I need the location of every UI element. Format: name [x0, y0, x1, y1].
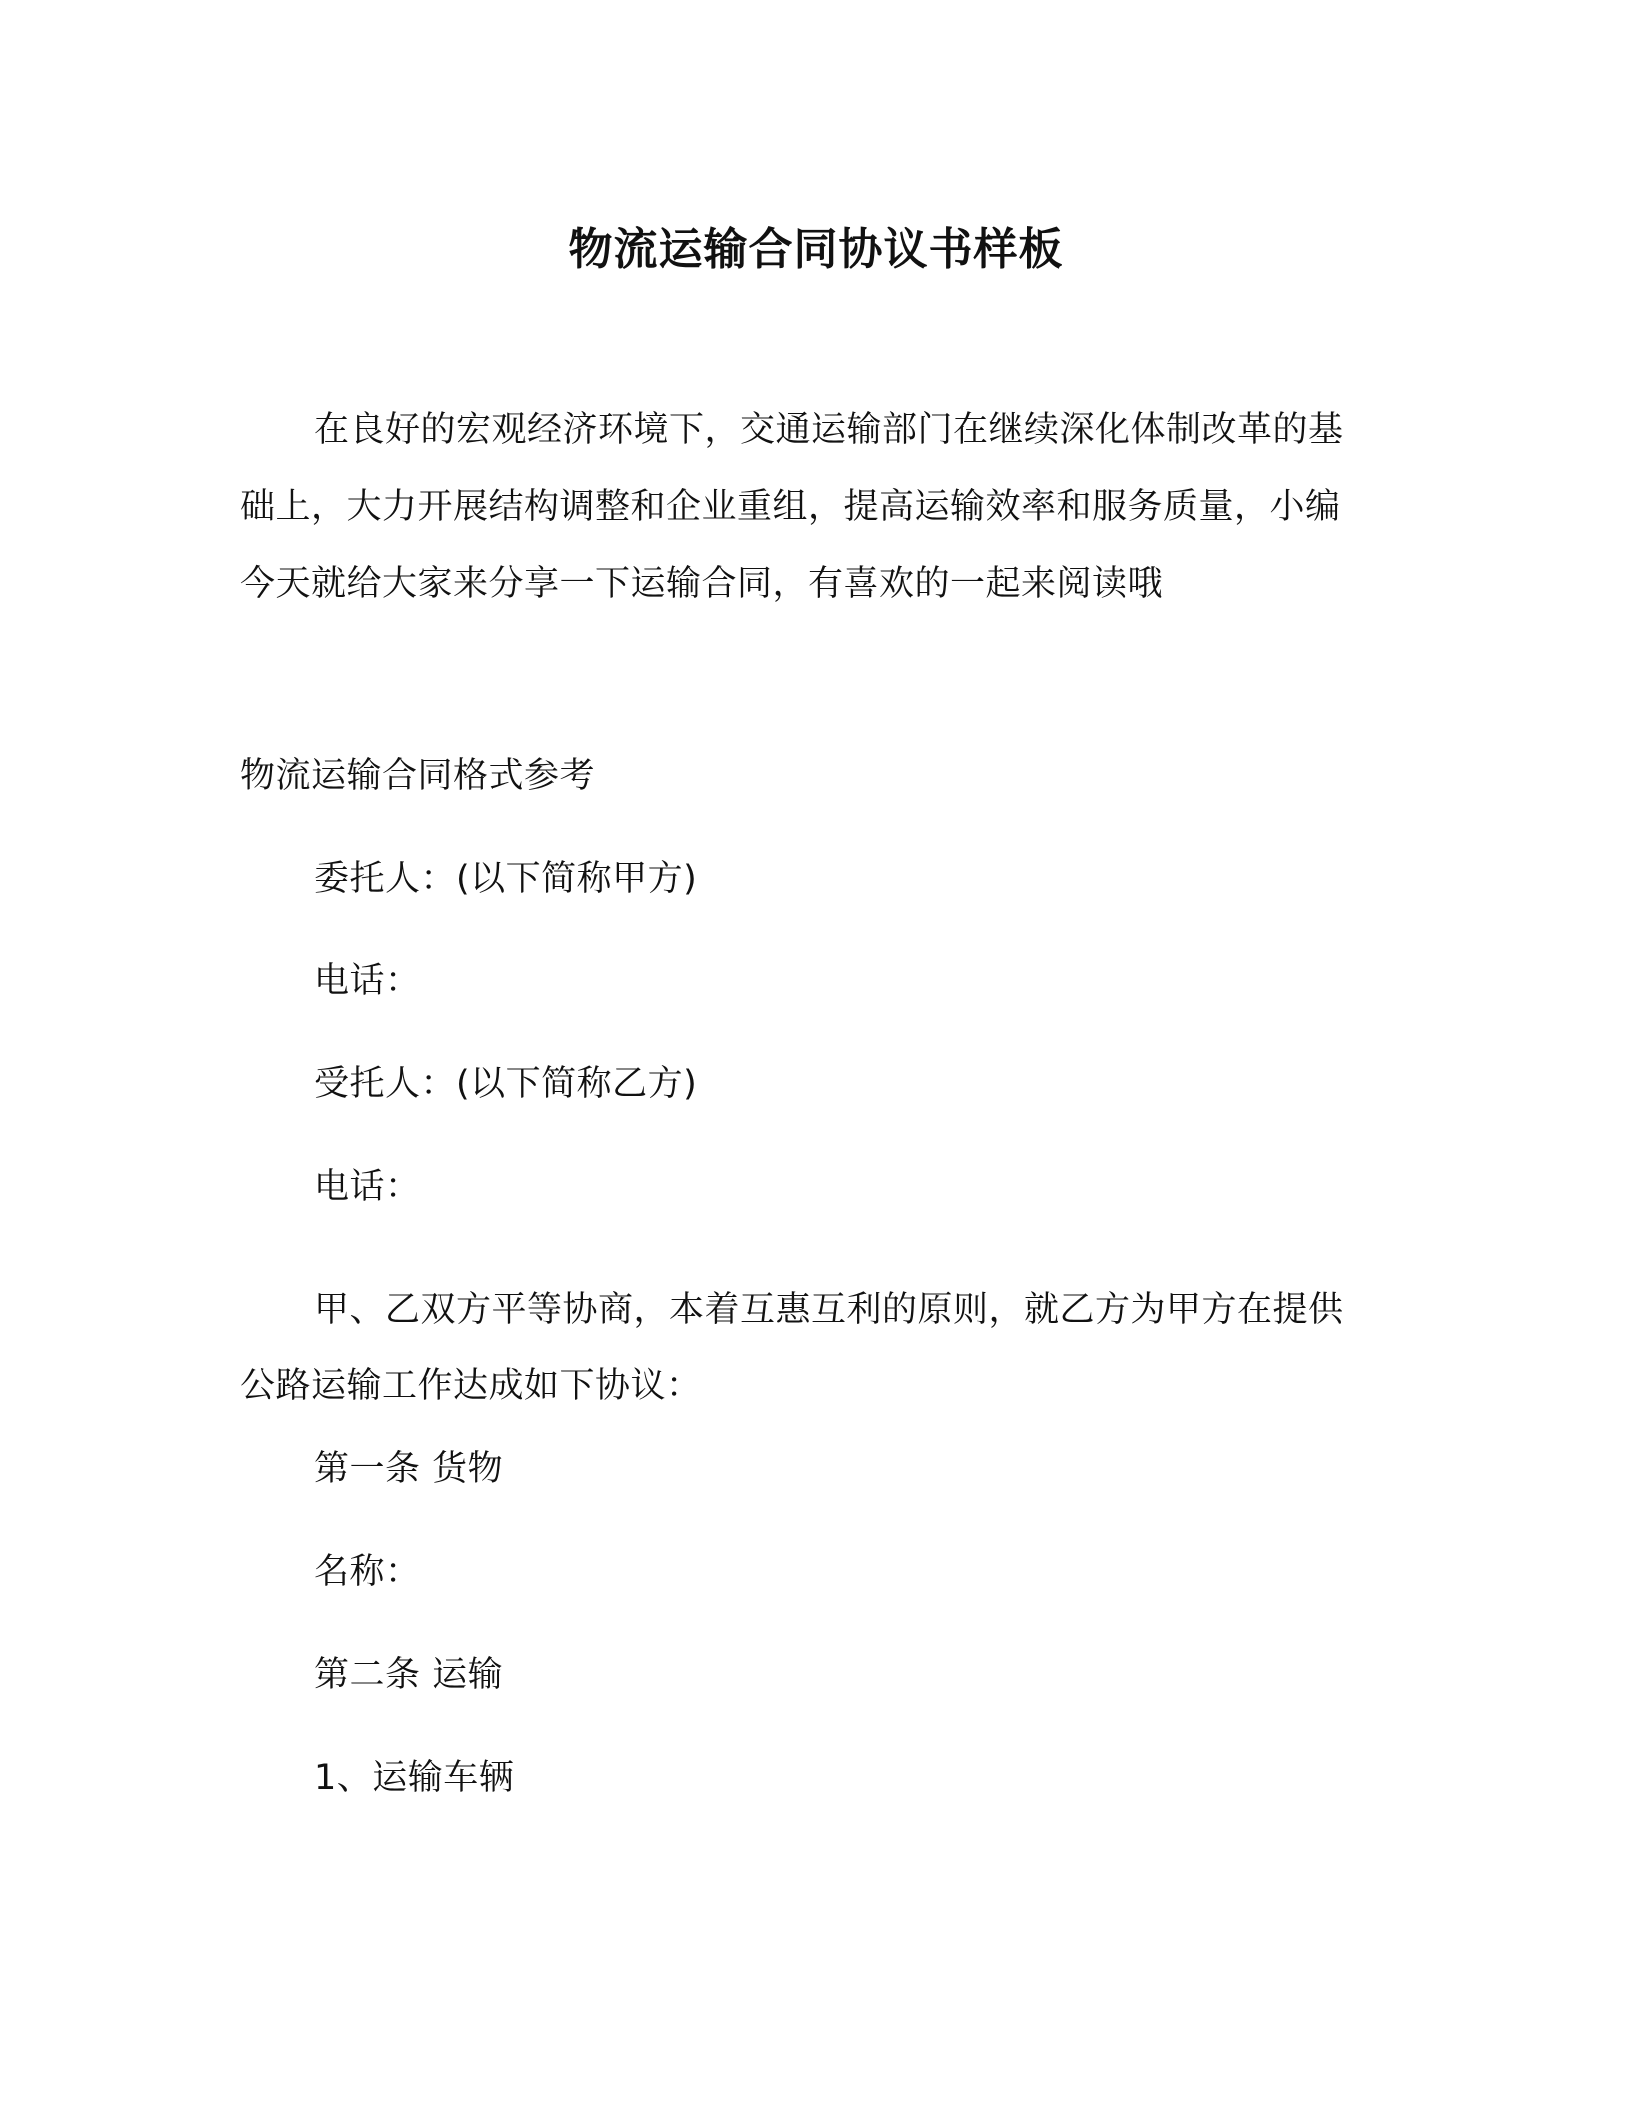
contractor-line: 受托人：(以下简称乙方)	[314, 1064, 698, 1104]
agreement-paragraph: 甲、乙双方平等协商，本着互惠互利的原则，就乙方为甲方在提供公路运输工作达成如下协议：	[240, 1290, 1344, 1406]
contractor-phone-line: 电话：	[314, 1167, 421, 1207]
document-title: 物流运输合同协议书样板	[568, 224, 1064, 275]
intro-paragraph: 在良好的宏观经济环境下，交通运输部门在继续深化体制改革的基础上，大力开展结构调整和企业重组，提高运输效率和服务质量，小编今天就给大家来分享一下运输合同，有喜欢的一起来阅读哦	[240, 410, 1344, 604]
name-label-line: 名称：	[314, 1552, 421, 1592]
article-1-heading: 第一条 货物	[314, 1449, 504, 1489]
article-2-heading: 第二条 运输	[314, 1655, 504, 1695]
item-1-line: 1、运输车辆	[314, 1758, 515, 1798]
client-line: 委托人：(以下简称甲方)	[314, 859, 698, 899]
client-phone-line: 电话：	[314, 961, 421, 1001]
section-heading: 物流运输合同格式参考	[240, 756, 596, 796]
